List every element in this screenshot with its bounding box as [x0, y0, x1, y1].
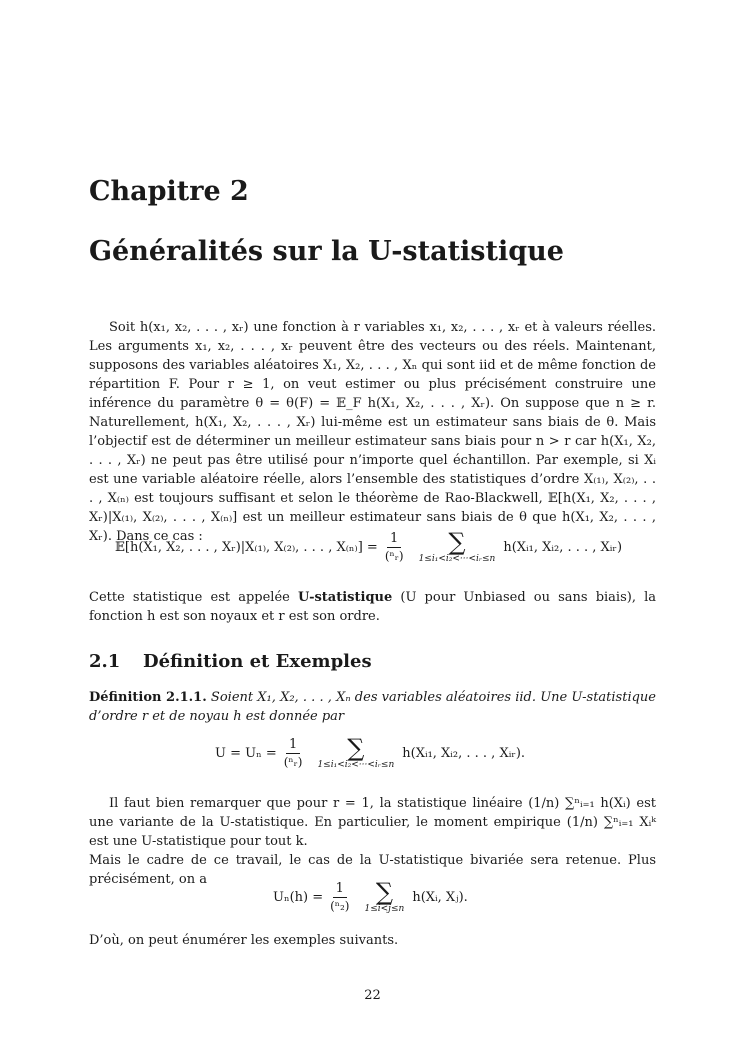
after-post: (U pour Unbiased ou sans biais), la fonction h est son noyaux et r est son ordre. — [89, 590, 656, 624]
bivariate-paragraph: Mais le cadre de ce travail, le cas de la U-statistique bivariée sera retenue. Plus précisément, on a — [89, 853, 656, 887]
eq2-sum — [317, 736, 394, 771]
section-heading — [89, 651, 372, 672]
eq1-rhs: h(Xᵢ₁, Xᵢ₂, . . . , Xᵢᵣ) — [503, 540, 623, 555]
eq1-sum-sign: ∑ — [448, 528, 466, 556]
remark-paragraph: Il faut bien remarquer que pour r = 1, la statistique linéaire (1/n) ∑ⁿᵢ₌₁ h(Xᵢ) est une variante de la U-statistique. En particulier, le moment empirique (1/n) ∑ⁿᵢ₌₁ Xᵢᵏ est une U-statistique pour tout k. — [89, 796, 656, 849]
eq2-sum-sign: ∑ — [347, 734, 365, 762]
eq1-lhs: 𝔼[h(X₁, X₂, . . . , Xᵣ)|X₍₁₎, X₍₂₎, . . . , X₍ₙ₎] = — [115, 540, 378, 555]
eq3-frac-num: 1 — [333, 881, 347, 898]
eq2-sum-sub: 1≤i₁<i₂<···<iᵣ≤n — [317, 760, 395, 770]
eq1-frac-num: 1 — [387, 531, 401, 548]
after-pre: Cette statistique est appelée — [89, 590, 298, 605]
definition-text: Soient X₁, X₂, . . . , Xₙ des variables aléatoires iid. Une U-statistique d’ordre r et de noyau h est donnée par — [89, 690, 656, 724]
eq3-sum-sign: ∑ — [375, 878, 393, 906]
ustat-term: U-statistique — [297, 590, 393, 605]
eq1-fraction — [382, 531, 407, 564]
section-number: 2.1 — [89, 651, 121, 672]
eq3-rhs: h(Xᵢ, Xⱼ). — [412, 890, 468, 905]
definition-label: Définition 2.1.1. — [89, 690, 207, 705]
eq3-sum-sub: 1≤i<j≤n — [364, 904, 405, 914]
ustat-definition-paragraph — [89, 588, 656, 626]
eq3-frac-den: (ⁿ₂) — [330, 899, 350, 913]
eq1-sum-sub: 1≤i₁<i₂<···<iᵣ≤n — [418, 554, 496, 564]
definition-block — [89, 688, 656, 726]
eq3-fraction — [327, 881, 352, 914]
section-title: Définition et Exemples — [143, 651, 372, 672]
eq2-rhs: h(Xᵢ₁, Xᵢ₂, . . . , Xᵢᵣ). — [402, 746, 526, 761]
intro-paragraph: Soit h(x₁, x₂, . . . , xᵣ) une fonction à r variables x₁, x₂, . . . , xᵣ et à valeurs réelles. Les arguments x₁, x₂, . . . , xᵣ peuvent être des vecteurs ou des réels. Maintenant, supposons des variables aléatoires X₁, X₂, . . . , Xₙ qui sont iid et de même fonction de répartition F. Pour r ≥ 1, on veut estimer ou plus précisément construire une inférence du paramètre θ = θ(F) = 𝔼_F h(X₁, X₂, . . . , Xᵣ). On suppose que n ≥ r. Naturellement, h(X₁, X₂, . . . , Xᵣ) lui-même est un estimateur sans biais de θ. Mais l’objectif est de déterminer un meilleur estimateur sans biais pour n > r car h(X₁, X₂, . . . , Xᵣ) ne peut pas être utilisé pour n’importe quel échantillon. Par exemple, si Xᵢ est une variable aléatoire réelle, alors l’ensemble des statistiques d’ordre X₍₁₎, X₍₂₎, . . . , X₍ₙ₎ est toujours suffisant et selon le théorème de Rao-Blackwell, 𝔼[h(X₁, X₂, . . . , Xᵣ)|X₍₁₎, X₍₂₎, . . . , X₍ₙ₎] est un meilleur estimateur sans biais de θ que h(X₁, X₂, . . . , Xᵣ). Dans ce cas : — [89, 320, 656, 544]
closing-paragraph: D’où, on peut énumérer les exemples suivants. — [89, 933, 399, 948]
eq3-sum — [365, 880, 405, 915]
eq2-frac-num: 1 — [286, 737, 300, 754]
eq1-sum — [419, 530, 496, 565]
eq2-lhs: U = Uₙ = — [215, 746, 277, 761]
chapter-number: Chapitre 2 — [89, 176, 249, 207]
equation-bivariate — [273, 880, 468, 915]
page-number: 22 — [364, 988, 381, 1003]
equation-conditional-expectation — [115, 530, 622, 565]
eq1-frac-den: (ⁿᵣ) — [384, 549, 404, 563]
eq2-fraction — [281, 737, 306, 770]
eq2-frac-den: (ⁿᵣ) — [283, 755, 303, 769]
equation-ustat — [215, 736, 525, 771]
chapter-title: Généralités sur la U-statistique — [89, 236, 564, 267]
eq3-lhs: Uₙ(h) = — [273, 890, 324, 905]
